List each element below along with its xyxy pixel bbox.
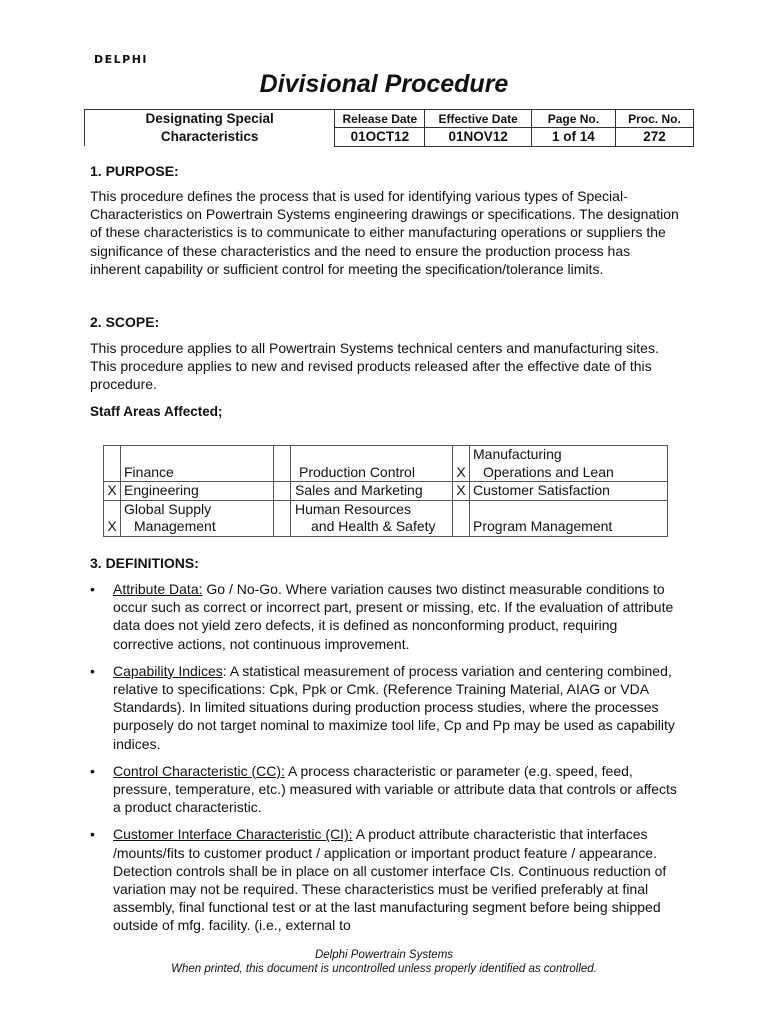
scope-text: This procedure applies to all Powertrain Systems technical centers and manufacturing sites. This procedure applies to new and revised products released after the effective date of this procedure. <box>90 340 659 393</box>
definition-term: Attribute Data: <box>113 581 203 597</box>
area-human-resources-line1: Human Resources <box>295 500 411 517</box>
definition-term: Control Characteristic (CC): <box>113 762 285 779</box>
area-human-resources-line2: and Health & Safety <box>311 518 436 534</box>
definition-text: A process characteristic or parameter (e.g. speed, feed, pressure, temperature, etc.) measured with variable or attribute data that controls or affects a product characteristic. <box>113 762 677 816</box>
definition-term: Customer Interface Characteristic (CI): <box>113 826 353 843</box>
area-customer-satisfaction: Customer Satisfaction <box>470 482 668 501</box>
definition-term: Capability Indices <box>113 662 223 679</box>
list-item <box>90 662 680 753</box>
area-mark <box>274 482 291 501</box>
area-manufacturing-line1: Manufacturing <box>473 446 562 462</box>
document-title <box>85 110 335 147</box>
list-item <box>90 580 680 653</box>
purpose-text-b: Characteristics on Powertrain Systems engineering drawings or specifications. The designation of these characteristics is to communicate to either manufacturing operations or suppliers the significance of these characteristics and the need to ensure the production process has inherent capability or sufficient control for meeting the specification/tolerance limits. <box>90 206 679 277</box>
area-mark <box>274 446 291 482</box>
definitions-list <box>90 580 680 944</box>
purpose-text <box>90 187 680 278</box>
definitions-heading: 3. DEFINITIONS: <box>90 555 199 571</box>
bullet-icon: • <box>90 762 95 779</box>
area-global-supply <box>121 500 274 536</box>
page-number-label: Page No. <box>531 110 615 128</box>
document-title-line2: Characteristics <box>160 129 259 144</box>
effective-date-value: 01NOV12 <box>425 128 531 146</box>
list-item <box>90 762 680 817</box>
area-global-supply-line2: Management <box>134 518 216 534</box>
page-title: Divisional Procedure <box>259 70 509 98</box>
staff-areas-row <box>104 446 668 482</box>
document-title-line1: Designating Special <box>145 111 274 126</box>
purpose-hyphen: - <box>623 188 628 204</box>
area-sales-marketing: Sales and Marketing <box>291 482 453 501</box>
purpose-text-a: This procedure defines the process that is used for identifying various types of Special <box>90 188 624 204</box>
footer-disclaimer: When printed, this document is uncontrolled unless properly identified as controlled. <box>171 963 597 975</box>
area-manufacturing <box>470 446 668 482</box>
bullet-icon: • <box>90 581 95 597</box>
release-date-label: Release Date <box>335 110 425 128</box>
area-mark <box>274 500 291 536</box>
area-mark: X <box>104 500 121 536</box>
release-date-value: 01OCT12 <box>335 128 425 146</box>
area-finance: Finance <box>121 446 274 482</box>
area-mark: X <box>453 482 470 501</box>
area-engineering: Engineering <box>121 482 274 501</box>
bullet-icon: • <box>90 826 95 843</box>
footer-company: Delphi Powertrain Systems <box>314 949 454 961</box>
area-manufacturing-line2: Operations and Lean <box>483 463 614 480</box>
page-footer <box>0 948 768 976</box>
area-mark <box>104 446 121 482</box>
effective-date-label: Effective Date <box>425 110 531 128</box>
staff-areas-row <box>104 500 668 536</box>
area-mark: X <box>453 446 470 482</box>
definition-text: Go / No-Go. Where variation causes two distinct measurable conditions to occur such as correct or incorrect part, present or missing, etc. If the evaluation of attribute data does not yield zero defects, it is defined as nonconforming product, requiring corrective actions, not continuous improvement. <box>113 581 674 652</box>
area-production-control: Production Control <box>291 446 453 482</box>
bullet-icon: • <box>90 662 95 679</box>
staff-areas-row <box>104 482 668 501</box>
staff-areas-heading: Staff Areas Affected; <box>90 404 223 419</box>
scope-heading: 2. SCOPE: <box>90 314 160 330</box>
staff-areas-table <box>103 445 668 537</box>
definition-text: A product attribute characteristic that interfaces /mounts/fits to customer product / application or important product feature / appearance. Detection controls shall be in place on all customer interface CIs. Continuous reduction of variation may not be required. These characteristics must be verified preferably at final assembly, final functional test or at the last manufacturing segment before being shipped outside of mfg. facility. (i.e., external to <box>113 826 667 934</box>
document-header-table <box>84 109 694 147</box>
list-item <box>90 825 680 934</box>
area-mark: X <box>104 482 121 501</box>
proc-number-value: 272 <box>615 128 693 146</box>
purpose-heading: 1. PURPOSE: <box>90 163 179 179</box>
area-global-supply-line1: Global Supply <box>124 500 212 517</box>
page-number-value: 1 of 14 <box>531 128 615 146</box>
delphi-logo: DELPHI <box>94 53 149 66</box>
area-mark <box>453 500 470 536</box>
area-human-resources <box>291 500 453 536</box>
proc-number-label: Proc. No. <box>615 110 693 128</box>
area-program-management: Program Management <box>470 500 668 536</box>
definition-text: : A statistical measurement of process variation and centering combined, relative to specifications: Cpk, Ppk or Cmk. (Reference Training Material, AIAG or VDA Standards). In limited situations during production process studies, where the processes purposely do not target nominal to maximize tool life, Cp and Pp may be used as capability indices. <box>113 662 675 752</box>
